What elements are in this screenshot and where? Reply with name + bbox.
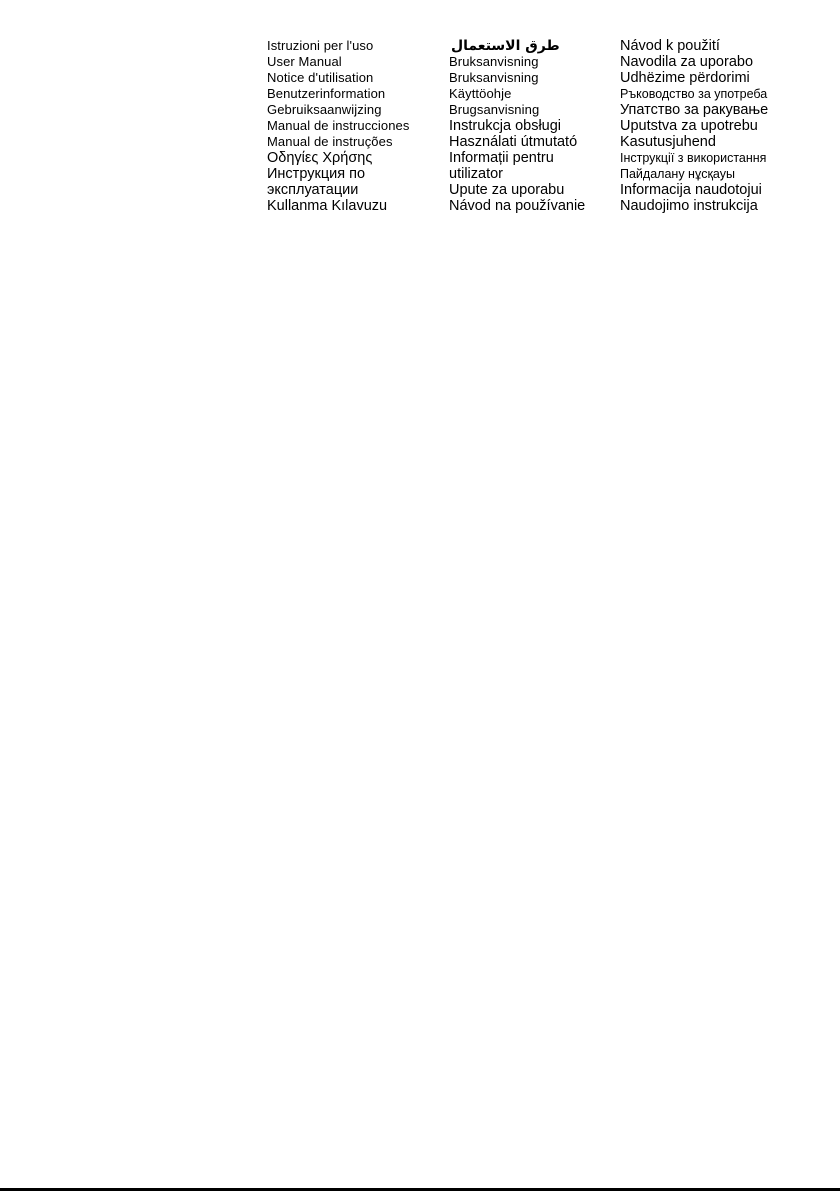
- title-french: Notice d'utilisation: [267, 70, 374, 85]
- title-czech: Návod k použití: [620, 38, 720, 54]
- title-albanian: Udhëzime përdorimi: [620, 70, 750, 86]
- title-portuguese: Manual de instruções: [267, 134, 393, 149]
- title-polish: Instrukcja obsługi: [449, 118, 562, 134]
- language-column-3: [620, 38, 768, 214]
- title-kazakh: Пайдалану нұсқауы: [620, 167, 735, 181]
- title-italian: Istruzioni per l'uso: [267, 38, 374, 53]
- title-norwegian: Bruksanvisning: [449, 70, 539, 85]
- title-dutch: Gebruiksaanwijzing: [267, 102, 382, 117]
- title-romanian-line-2: utilizator: [449, 166, 503, 182]
- title-russian-line-2: эксплуатации: [267, 182, 359, 198]
- title-slovak: Návod na používanie: [449, 198, 586, 214]
- title-danish: Brugsanvisning: [449, 102, 540, 117]
- title-greek: Οδηγίες Χρήσης: [267, 150, 373, 166]
- title-arabic: طرق الاستعمال: [451, 38, 560, 54]
- title-bulgarian: Ръководство за употреба: [620, 87, 768, 101]
- title-hungarian: Használati útmutató: [449, 134, 578, 150]
- title-swedish: Bruksanvisning: [449, 54, 539, 69]
- language-column-2: [449, 38, 585, 214]
- title-estonian: Kasutusjuhend: [620, 134, 716, 150]
- title-lithuanian-line-1: Informacija naudotojui: [620, 182, 762, 198]
- title-croatian: Upute za uporabu: [449, 182, 565, 198]
- title-ukrainian: Інструкції з використання: [620, 151, 767, 165]
- title-finnish: Käyttöohje: [449, 86, 512, 101]
- title-slovenian: Navodila za uporabo: [620, 54, 754, 70]
- language-column-1: [267, 38, 410, 214]
- title-serbian: Uputstva za upotrebu: [620, 118, 758, 134]
- manual-title-block: [0, 38, 840, 218]
- title-german: Benutzerinformation: [267, 86, 386, 101]
- title-lithuanian-line-2: Naudojimo instrukcija: [620, 198, 758, 214]
- title-spanish: Manual de instrucciones: [267, 118, 410, 133]
- title-russian-line-1: Инструкция по: [267, 166, 366, 182]
- title-english: User Manual: [267, 54, 342, 69]
- title-turkish: Kullanma Kılavuzu: [267, 198, 388, 214]
- title-romanian-line-1: Informații pentru: [449, 150, 554, 166]
- title-macedonian: Упатство за ракување: [620, 102, 769, 118]
